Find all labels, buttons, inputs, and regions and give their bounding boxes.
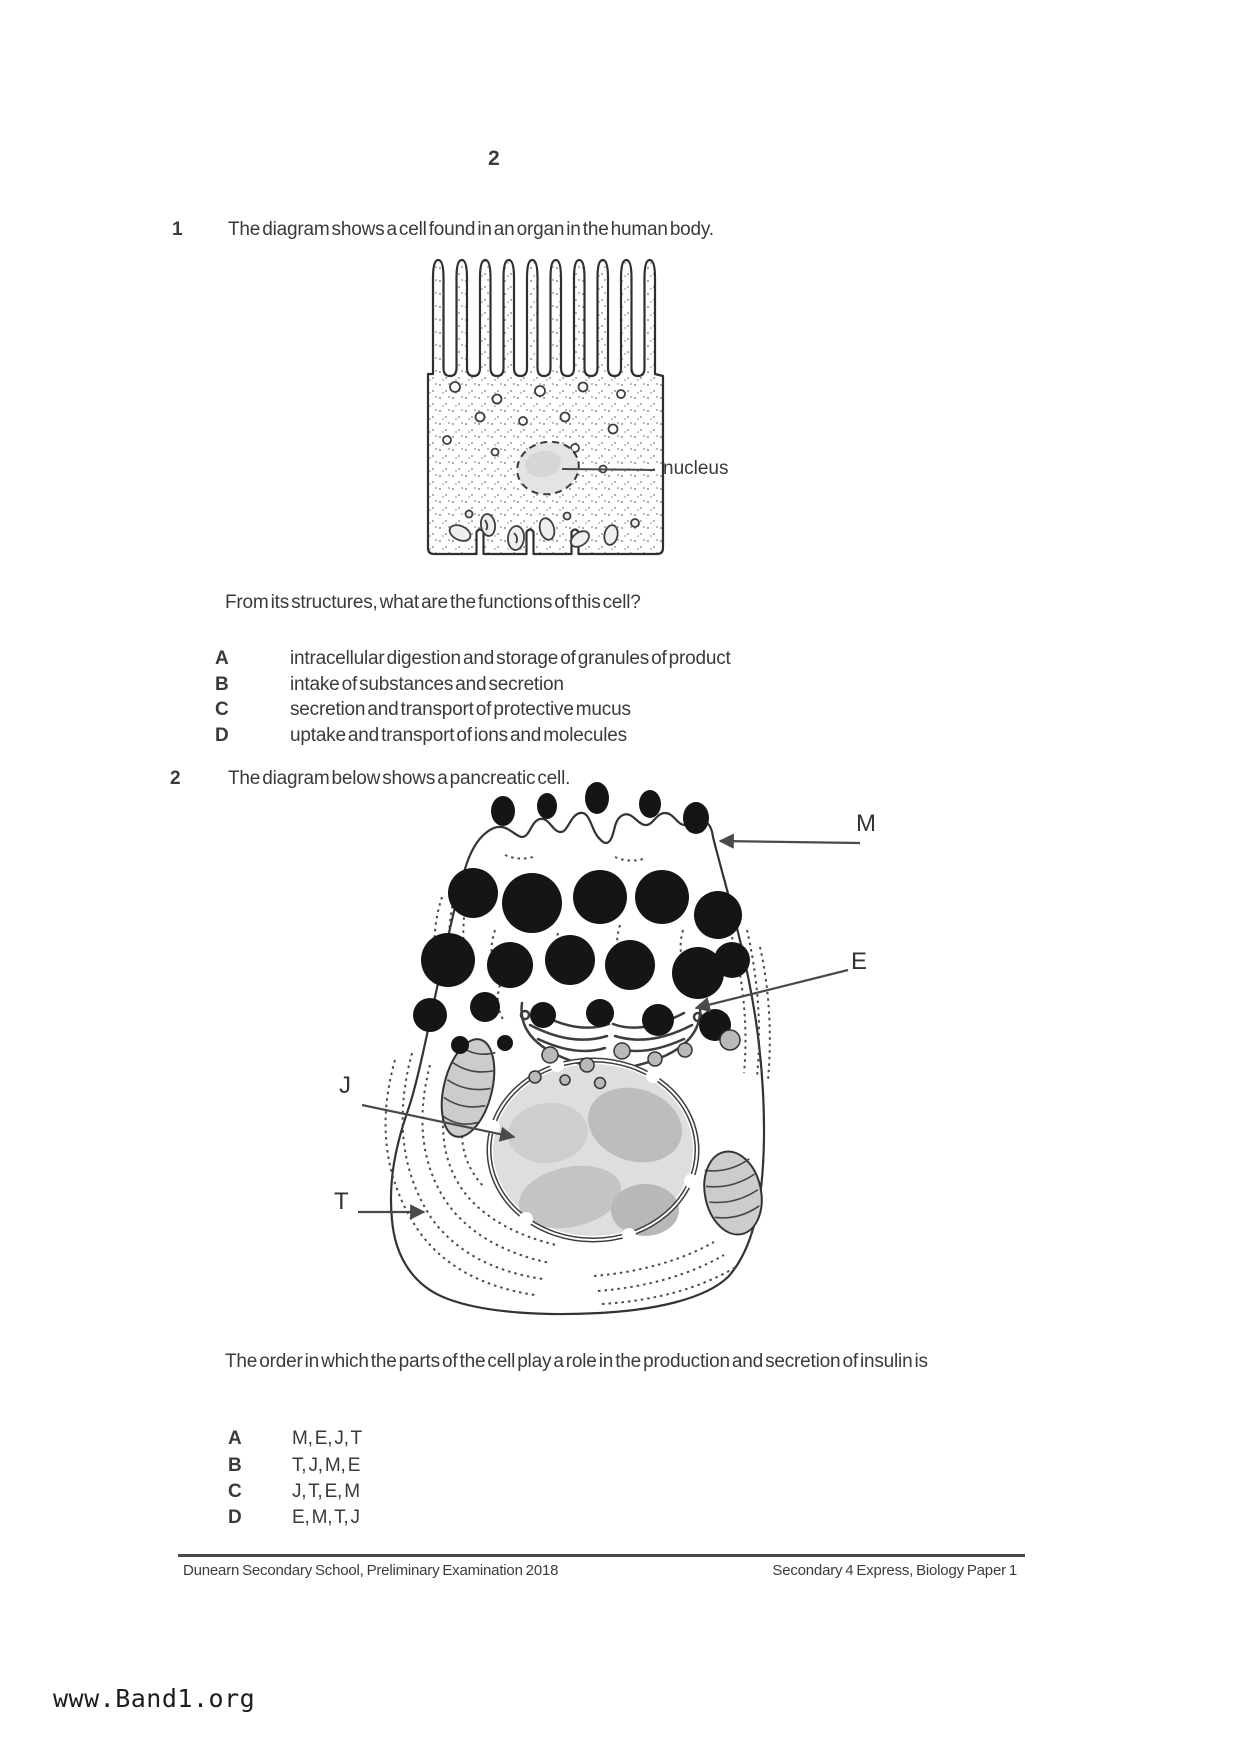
q1-option-a	[215, 648, 731, 670]
cell-outline	[428, 260, 663, 554]
q1-number: 1	[172, 219, 183, 240]
option-letter: D	[228, 1507, 242, 1528]
q2-question: The order in which the parts of the cell play a role in the production and secretion of insulin is	[225, 1351, 928, 1372]
label-t: T	[334, 1188, 349, 1215]
q1-option-c	[215, 699, 631, 721]
q2-option-c	[228, 1481, 360, 1503]
option-letter: B	[228, 1455, 242, 1476]
option-text: intake of substances and secretion	[290, 674, 564, 695]
nucleus-leader-line	[562, 469, 655, 470]
option-letter: A	[228, 1428, 242, 1449]
option-text: J, T, E, M	[292, 1481, 360, 1502]
q2-stem: The diagram below shows a pancreatic cell.	[228, 768, 571, 789]
q2-number: 2	[170, 768, 181, 789]
q2-option-a	[228, 1428, 362, 1450]
page-number: 2	[488, 147, 500, 170]
q2-option-d	[228, 1507, 360, 1529]
option-text: E, M, T, J	[292, 1507, 360, 1528]
q1-option-b	[215, 674, 564, 696]
footer-rule	[178, 1554, 1025, 1557]
option-letter: A	[215, 648, 229, 669]
option-letter: B	[215, 674, 229, 695]
nucleus-label: nucleus	[663, 458, 729, 479]
q1-question: From its structures, what are the functions of this cell?	[225, 592, 641, 613]
option-text: M, E, J, T	[292, 1428, 362, 1449]
footer-school: Dunearn Secondary School, Preliminary Examination 2018	[183, 1562, 559, 1579]
option-text: intracellular digestion and storage of granules of product	[290, 648, 731, 669]
arrow-m	[720, 841, 860, 843]
option-letter: D	[215, 725, 229, 746]
q2-cell-diagram	[300, 725, 880, 1335]
label-j: J	[339, 1072, 351, 1099]
option-letter: C	[228, 1481, 242, 1502]
nucleus-shape	[486, 1058, 698, 1242]
footer-paper: Secondary 4 Express, Biology Paper 1	[772, 1562, 1017, 1579]
label-e: E	[851, 948, 868, 975]
label-m: M	[856, 810, 876, 837]
option-text: uptake and transport of ions and molecules	[290, 725, 627, 746]
option-text: secretion and transport of protective mucus	[290, 699, 631, 720]
option-letter: C	[215, 699, 229, 720]
site-watermark: www.Band1.org	[53, 1684, 256, 1713]
option-text: T, J, M, E	[292, 1455, 361, 1476]
q2-option-b	[228, 1455, 360, 1477]
q1-cell-diagram	[425, 252, 675, 564]
q1-stem: The diagram shows a cell found in an organ in the human body.	[228, 219, 714, 240]
